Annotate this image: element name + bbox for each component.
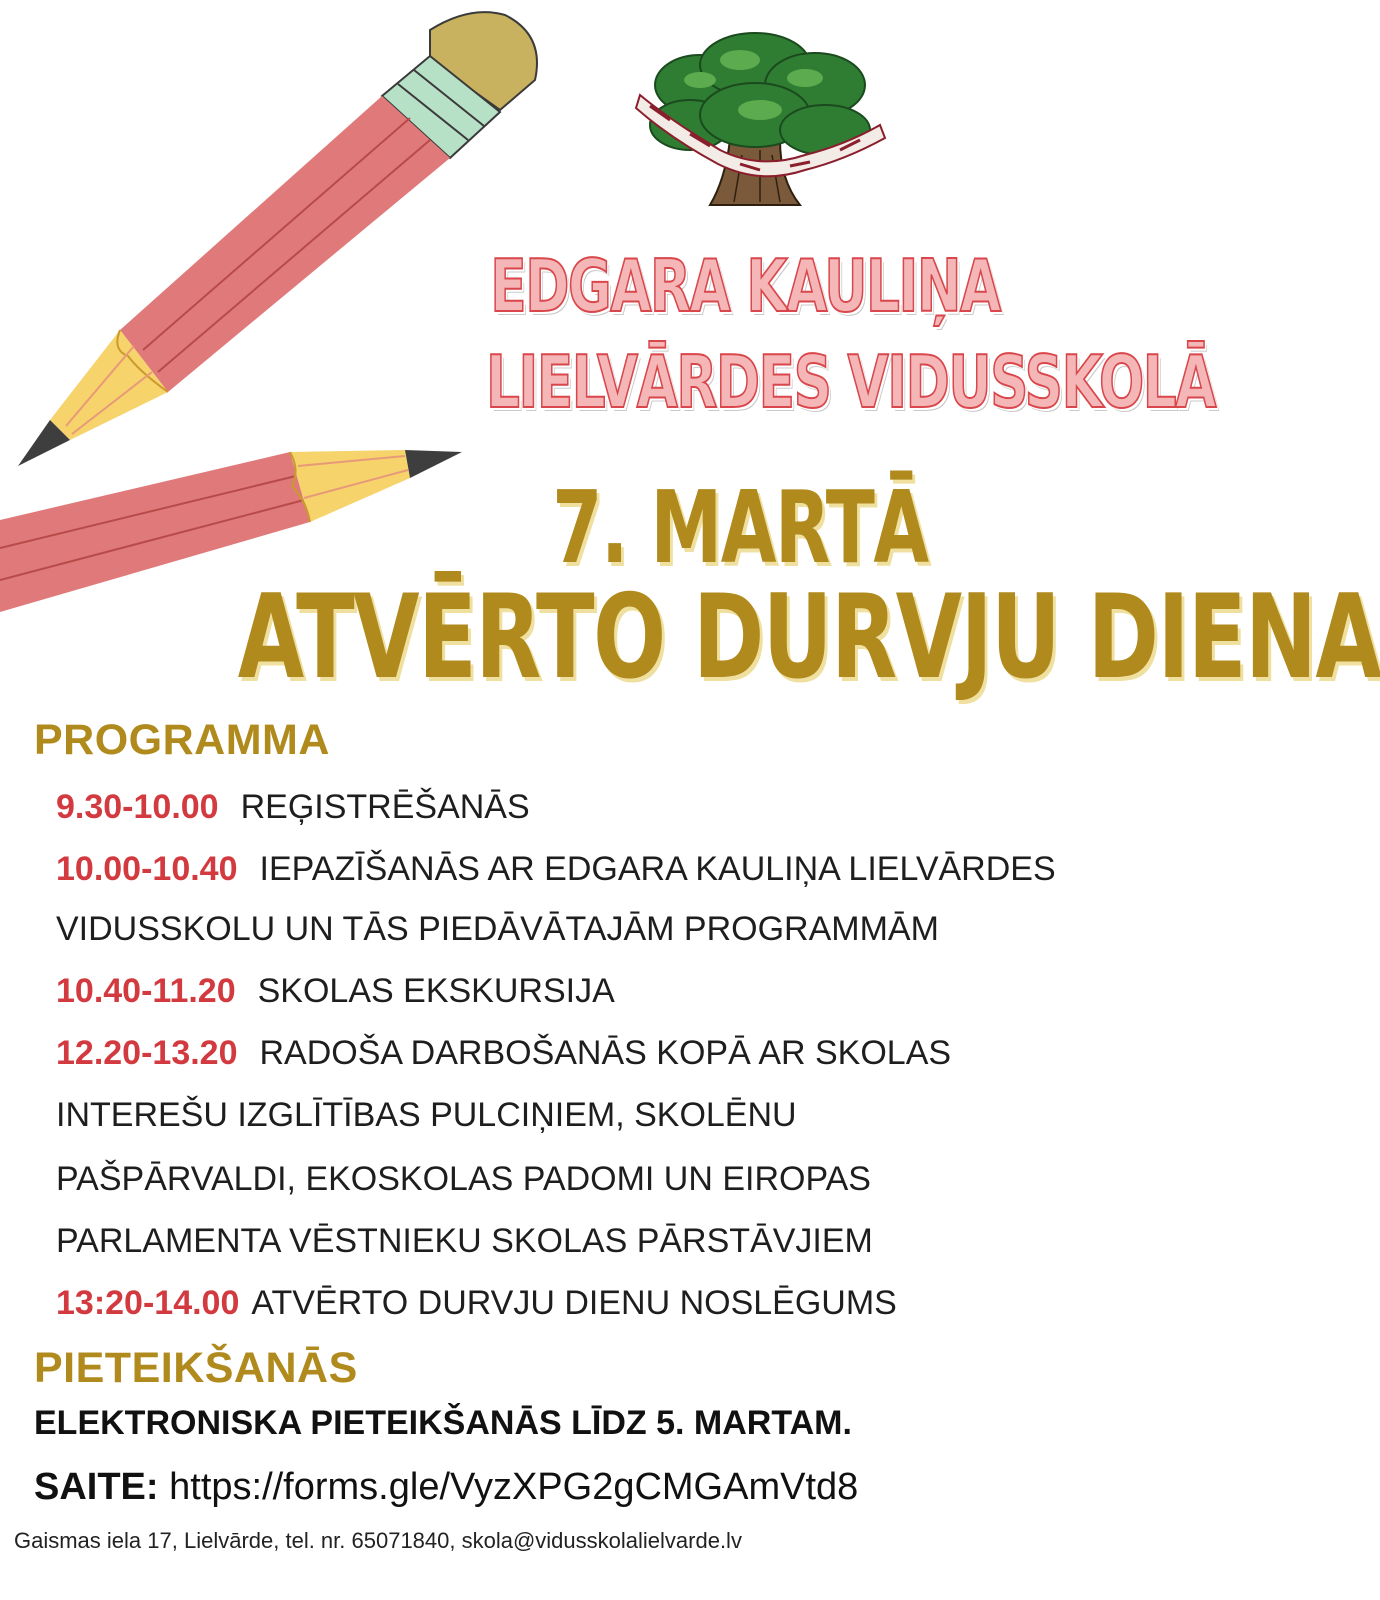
upper-pencil-icon xyxy=(18,12,537,466)
program-item-4-continued: INTEREŠU IZGLĪTĪBAS PULCIŅIEM, SKOLĒNU xyxy=(56,1096,797,1134)
program-item-time: 9.30-10.00 xyxy=(56,788,219,826)
program-item-text: ATVĒRTO DURVJU DIENU NOSLĒGUMS xyxy=(251,1284,897,1322)
program-item-time: 10.40-11.20 xyxy=(56,972,236,1010)
signup-link-label: SAITE: xyxy=(34,1466,159,1508)
signup-deadline: ELEKTRONISKA PIETEIKŠANĀS LĪDZ 5. MARTAM. xyxy=(34,1404,852,1442)
signup-link-row xyxy=(34,1466,858,1509)
program-item-text: REĢISTRĒŠANĀS xyxy=(240,788,530,826)
program-item-text: IEPAZĪŠANĀS AR EDGARA KAULIŅA LIELVĀRDES xyxy=(259,850,1056,888)
school-logo-oak-icon xyxy=(630,30,890,215)
signup-heading: PIETEIKŠANĀS xyxy=(34,1344,358,1392)
program-item-2-continued: VIDUSSKOLU UN TĀS PIEDĀVĀTAJĀM PROGRAMMĀM xyxy=(56,910,939,948)
program-heading: PROGRAMMA xyxy=(34,716,330,764)
program-item-time: 13:20-14.00 xyxy=(56,1284,240,1322)
program-item-4 xyxy=(56,1034,951,1073)
program-item-2 xyxy=(56,850,1056,889)
program-item-5 xyxy=(56,1284,897,1323)
program-item-3 xyxy=(56,972,615,1011)
program-item-time: 10.00-10.40 xyxy=(56,850,238,888)
school-name-line-2: LIELVĀRDES VIDUSSKOLĀ xyxy=(486,340,1216,424)
event-title: ATVĒRTO DURVJU DIENA xyxy=(237,570,1380,705)
program-item-text: RADOŠA DARBOŠANĀS KOPĀ AR SKOLAS xyxy=(259,1034,952,1072)
program-item-4-continued: PARLAMENTA VĒSTNIEKU SKOLAS PĀRSTĀVJIEM xyxy=(56,1222,873,1260)
program-item-text: SKOLAS EKSKURSIJA xyxy=(257,972,615,1010)
footer-contact: Gaismas iela 17, Lielvārde, tel. nr. 65071840, skola@vidusskolalielvarde.lv xyxy=(14,1528,742,1553)
pencils-illustration xyxy=(0,0,480,620)
signup-link[interactable]: https://forms.gle/VyzXPG2gCMGAmVtd8 xyxy=(169,1466,859,1508)
program-item-4-continued: PAŠPĀRVALDI, EKOSKOLAS PADOMI UN EIROPAS xyxy=(56,1160,871,1198)
event-date: 7. MARTĀ xyxy=(552,469,928,586)
program-item-1 xyxy=(56,788,530,827)
school-name-line-1: EDGARA KAULIŅA xyxy=(490,244,1000,328)
program-item-time: 12.20-13.20 xyxy=(56,1034,238,1072)
